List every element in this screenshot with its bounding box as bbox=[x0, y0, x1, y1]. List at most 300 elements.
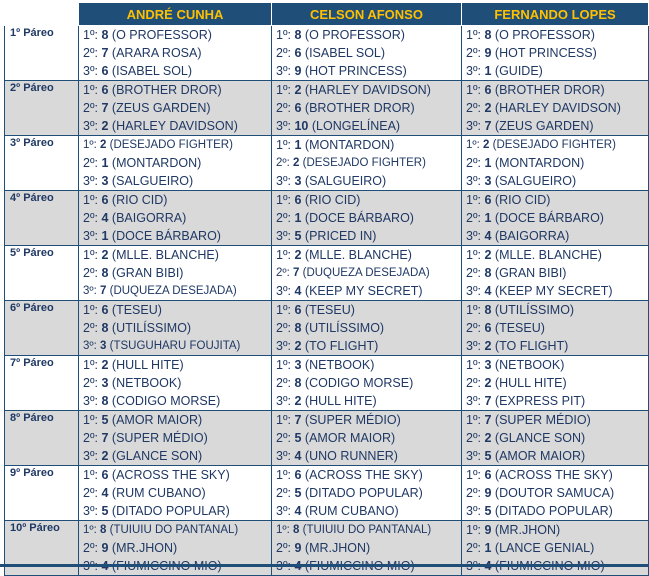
horse-name: (DOUTOR SAMUCA) bbox=[494, 486, 615, 500]
place-label: 1º: bbox=[83, 139, 97, 151]
horse-name: (MONTARDON) bbox=[304, 138, 395, 152]
horse-name: (SALGUEIRO) bbox=[111, 174, 194, 188]
place-label: 1º: bbox=[276, 83, 291, 97]
horse-number: 5 bbox=[484, 449, 492, 463]
place-label: 2º: bbox=[466, 156, 481, 170]
horse-number: 9 bbox=[294, 64, 302, 78]
horse-name: (SALGUEIRO) bbox=[304, 174, 387, 188]
horse-number: 2 bbox=[294, 339, 302, 353]
place-label: 3º: bbox=[276, 339, 291, 353]
place-label: 1º: bbox=[83, 468, 98, 482]
place-label: 3º: bbox=[276, 119, 291, 133]
place-label: 1º: bbox=[83, 358, 98, 372]
horse-number: 6 bbox=[294, 303, 302, 317]
horse-number: 5 bbox=[294, 431, 302, 445]
horse-number: 6 bbox=[294, 468, 302, 482]
place-label: 2º: bbox=[466, 541, 481, 555]
pick-line bbox=[276, 301, 461, 319]
horse-name: (HARLEY DAVIDSON) bbox=[494, 101, 621, 115]
place-label: 2º: bbox=[466, 321, 481, 335]
horse-number: 8 bbox=[101, 28, 109, 42]
prediction-cell bbox=[79, 136, 272, 191]
place-label: 3º: bbox=[276, 449, 291, 463]
place-label: 3º: bbox=[83, 119, 98, 133]
prediction-cell bbox=[272, 301, 462, 356]
horse-name: (CODIGO MORSE) bbox=[304, 376, 414, 390]
horse-name: (HULL HITE) bbox=[494, 376, 567, 390]
prediction-cell bbox=[462, 191, 649, 246]
pick-line bbox=[466, 26, 648, 44]
horse-name: (UTILÍSSIMO) bbox=[111, 321, 192, 335]
pick-line bbox=[276, 26, 461, 44]
horse-number: 2 bbox=[294, 248, 302, 262]
pick-line bbox=[466, 209, 648, 227]
horse-number: 8 bbox=[484, 266, 492, 280]
place-label: 1º: bbox=[466, 523, 481, 537]
place-label: 3º: bbox=[276, 174, 291, 188]
prediction-cell bbox=[79, 521, 272, 576]
horse-number: 6 bbox=[101, 64, 109, 78]
horse-number: 6 bbox=[484, 83, 492, 97]
place-label: 2º: bbox=[276, 267, 290, 279]
race-row bbox=[5, 411, 649, 466]
place-label: 3º: bbox=[466, 284, 481, 298]
header-corner bbox=[5, 3, 79, 26]
place-label: 2º: bbox=[276, 211, 291, 225]
pick-line bbox=[276, 337, 461, 355]
place-label: 2º: bbox=[276, 46, 291, 60]
horse-number: 1 bbox=[101, 156, 109, 170]
horse-number: 9 bbox=[101, 541, 109, 555]
horse-name: (BROTHER DROR) bbox=[111, 83, 222, 97]
horse-number: 6 bbox=[101, 303, 109, 317]
horse-name: (DITADO POPULAR) bbox=[494, 504, 613, 518]
race-label: 2º Páreo bbox=[5, 81, 79, 136]
horse-number: 9 bbox=[484, 46, 492, 60]
place-label: 2º: bbox=[466, 376, 481, 390]
pick-line bbox=[276, 374, 461, 392]
horse-name: (ZEUS GARDEN) bbox=[111, 101, 211, 115]
pick-line bbox=[83, 301, 271, 319]
pick-line bbox=[466, 337, 648, 355]
pick-line bbox=[276, 484, 461, 502]
horse-number: 8 bbox=[484, 303, 492, 317]
horse-name: (AMOR MAIOR) bbox=[111, 413, 203, 427]
horse-number: 2 bbox=[101, 248, 109, 262]
place-label: 2º: bbox=[83, 211, 98, 225]
horse-name: (GRAN BIBI) bbox=[111, 266, 184, 280]
horse-number: 10 bbox=[294, 119, 309, 133]
horse-number: 6 bbox=[294, 46, 302, 60]
place-label: 1º: bbox=[466, 83, 481, 97]
pick-line bbox=[276, 209, 461, 227]
horse-number: 3 bbox=[484, 358, 492, 372]
horse-number: 6 bbox=[484, 468, 492, 482]
place-label: 2º: bbox=[276, 101, 291, 115]
horse-number: 2 bbox=[101, 119, 109, 133]
place-label: 3º: bbox=[83, 504, 98, 518]
place-label: 3º: bbox=[466, 229, 481, 243]
prediction-cell bbox=[272, 26, 462, 81]
horse-name: (ACROSS THE SKY) bbox=[494, 468, 613, 482]
horse-number: 7 bbox=[293, 267, 300, 279]
race-label: 9º Páreo bbox=[5, 466, 79, 521]
prediction-cell bbox=[272, 411, 462, 466]
pick-line bbox=[83, 282, 271, 300]
horse-number: 4 bbox=[101, 211, 109, 225]
pick-line bbox=[466, 301, 648, 319]
horse-number: 4 bbox=[484, 284, 492, 298]
horse-name: (TESEU) bbox=[304, 303, 355, 317]
race-row bbox=[5, 301, 649, 356]
horse-number: 7 bbox=[101, 46, 109, 60]
horse-number: 2 bbox=[484, 101, 492, 115]
race-label: 3º Páreo bbox=[5, 136, 79, 191]
place-label: 1º: bbox=[276, 28, 291, 42]
place-label: 2º: bbox=[466, 266, 481, 280]
horse-name: (DESEJADO FIGHTER) bbox=[492, 139, 616, 151]
place-label: 3º: bbox=[466, 504, 481, 518]
place-label: 3º: bbox=[466, 449, 481, 463]
horse-number: 5 bbox=[294, 229, 302, 243]
race-row bbox=[5, 191, 649, 246]
horse-number: 6 bbox=[484, 193, 492, 207]
header-fernando-lopes: FERNANDO LOPES bbox=[462, 3, 649, 26]
horse-name: (AMOR MAIOR) bbox=[494, 449, 586, 463]
horse-number: 8 bbox=[293, 524, 300, 536]
horse-number: 3 bbox=[484, 174, 492, 188]
horse-number: 2 bbox=[100, 139, 107, 151]
pick-line bbox=[466, 99, 648, 117]
pick-line bbox=[466, 62, 648, 80]
horse-number: 4 bbox=[101, 486, 109, 500]
horse-number: 3 bbox=[101, 174, 109, 188]
pick-line bbox=[276, 466, 461, 484]
horse-name: (AMOR MAIOR) bbox=[304, 431, 396, 445]
place-label: 3º: bbox=[466, 64, 481, 78]
horse-number: 6 bbox=[101, 83, 109, 97]
horse-name: (DESEJADO FIGHTER) bbox=[302, 157, 426, 169]
horse-name: (HARLEY DAVIDSON) bbox=[111, 119, 238, 133]
prediction-cell bbox=[462, 356, 649, 411]
prediction-cell bbox=[462, 246, 649, 301]
pick-line bbox=[466, 447, 648, 465]
horse-number: 8 bbox=[294, 376, 302, 390]
pick-line bbox=[83, 117, 271, 135]
horse-name: (O PROFESSOR) bbox=[304, 28, 405, 42]
pick-line bbox=[466, 136, 648, 154]
place-label: 2º: bbox=[83, 486, 98, 500]
place-label: 3º: bbox=[276, 64, 291, 78]
horse-name: (GUIDE) bbox=[494, 64, 543, 78]
horse-name: (MR.JHON) bbox=[494, 523, 561, 537]
horse-number: 1 bbox=[484, 156, 492, 170]
place-label: 3º: bbox=[83, 229, 98, 243]
place-label: 3º: bbox=[466, 394, 481, 408]
pick-line bbox=[276, 191, 461, 209]
race-label: 1º Páreo bbox=[5, 26, 79, 81]
horse-number: 7 bbox=[100, 285, 107, 297]
race-row bbox=[5, 246, 649, 301]
horse-name: (ACROSS THE SKY) bbox=[304, 468, 423, 482]
horse-number: 2 bbox=[484, 248, 492, 262]
horse-name: (HULL HITE) bbox=[111, 358, 184, 372]
horse-name: (SALGUEIRO) bbox=[494, 174, 577, 188]
horse-number: 1 bbox=[484, 211, 492, 225]
horse-number: 2 bbox=[101, 449, 109, 463]
horse-name: (HOT PRINCESS) bbox=[304, 64, 407, 78]
horse-number: 8 bbox=[101, 321, 109, 335]
pick-line bbox=[276, 44, 461, 62]
horse-name: (CODIGO MORSE) bbox=[111, 394, 221, 408]
horse-number: 4 bbox=[294, 449, 302, 463]
horse-name: (MLLE. BLANCHE) bbox=[111, 248, 219, 262]
race-row bbox=[5, 136, 649, 191]
place-label: 3º: bbox=[276, 504, 291, 518]
horse-number: 8 bbox=[294, 321, 302, 335]
horse-name: (SUPER MÉDIO) bbox=[494, 413, 591, 427]
place-label: 1º: bbox=[276, 468, 291, 482]
prediction-cell bbox=[79, 246, 272, 301]
horse-number: 2 bbox=[101, 358, 109, 372]
horse-number: 6 bbox=[294, 101, 302, 115]
horse-name: (TSUGUHARU FOUJITA) bbox=[109, 340, 241, 352]
prediction-cell bbox=[79, 26, 272, 81]
horse-name: (GLANCE SON) bbox=[494, 431, 586, 445]
horse-name: (RUM CUBANO) bbox=[304, 504, 399, 518]
pick-line bbox=[83, 81, 271, 99]
horse-name: (EXPRESS PIT) bbox=[494, 394, 586, 408]
horse-number: 3 bbox=[294, 358, 302, 372]
place-label: 2º: bbox=[83, 376, 98, 390]
pick-line bbox=[466, 466, 648, 484]
pick-line bbox=[276, 136, 461, 154]
prediction-cell bbox=[79, 191, 272, 246]
horse-number: 8 bbox=[101, 266, 109, 280]
pick-line bbox=[276, 356, 461, 374]
horse-number: 4 bbox=[484, 229, 492, 243]
place-label: 1º: bbox=[276, 138, 291, 152]
pick-line bbox=[466, 374, 648, 392]
place-label: 3º: bbox=[276, 284, 291, 298]
pick-line bbox=[466, 264, 648, 282]
horse-name: (ISABEL SOL) bbox=[304, 46, 386, 60]
pick-line bbox=[83, 374, 271, 392]
pick-line bbox=[83, 99, 271, 117]
horse-name: (UTILÍSSIMO) bbox=[304, 321, 385, 335]
horse-number: 2 bbox=[484, 431, 492, 445]
pick-line bbox=[466, 319, 648, 337]
prediction-cell bbox=[462, 466, 649, 521]
race-label: 4º Páreo bbox=[5, 191, 79, 246]
horse-name: (ARARA ROSA) bbox=[111, 46, 202, 60]
horse-name: (LANCE GENIAL) bbox=[494, 541, 595, 555]
place-label: 3º: bbox=[83, 285, 97, 297]
horse-number: 1 bbox=[294, 138, 302, 152]
place-label: 2º: bbox=[276, 157, 290, 169]
horse-number: 8 bbox=[294, 28, 302, 42]
horse-number: 1 bbox=[484, 541, 492, 555]
prediction-cell bbox=[462, 521, 649, 576]
place-label: 2º: bbox=[466, 101, 481, 115]
place-label: 1º: bbox=[276, 193, 291, 207]
prediction-cell bbox=[272, 521, 462, 576]
prediction-cell bbox=[272, 81, 462, 136]
place-label: 2º: bbox=[83, 541, 98, 555]
pick-line bbox=[466, 117, 648, 135]
horse-number: 5 bbox=[101, 413, 109, 427]
pick-line bbox=[83, 521, 271, 539]
horse-name: (UTILÍSSIMO) bbox=[494, 303, 575, 317]
pick-line bbox=[83, 209, 271, 227]
pick-line bbox=[466, 246, 648, 264]
race-row bbox=[5, 521, 649, 576]
horse-number: 7 bbox=[484, 413, 492, 427]
pick-line bbox=[83, 356, 271, 374]
horse-name: (MONTARDON) bbox=[111, 156, 202, 170]
race-label: 8º Páreo bbox=[5, 411, 79, 466]
pick-line bbox=[83, 539, 271, 557]
pick-line bbox=[276, 264, 461, 282]
pick-line bbox=[83, 484, 271, 502]
horse-name: (NETBOOK) bbox=[304, 358, 375, 372]
place-label: 2º: bbox=[83, 101, 98, 115]
pick-line bbox=[466, 392, 648, 410]
horse-number: 5 bbox=[294, 486, 302, 500]
horse-number: 2 bbox=[294, 394, 302, 408]
place-label: 2º: bbox=[276, 321, 291, 335]
race-label: 10º Páreo bbox=[5, 521, 79, 576]
place-label: 1º: bbox=[466, 28, 481, 42]
place-label: 3º: bbox=[83, 340, 97, 352]
horse-name: (O PROFESSOR) bbox=[494, 28, 595, 42]
horse-name: (DOCE BÁRBARO) bbox=[111, 229, 221, 243]
horse-name: (DUQUEZA DESEJADA) bbox=[302, 267, 430, 279]
pick-line bbox=[83, 227, 271, 245]
horse-number: 6 bbox=[101, 468, 109, 482]
horse-name: (ISABEL SOL) bbox=[111, 64, 193, 78]
horse-name: (HOT PRINCESS) bbox=[494, 46, 597, 60]
prediction-cell bbox=[272, 191, 462, 246]
prediction-cell bbox=[79, 411, 272, 466]
place-label: 2º: bbox=[466, 46, 481, 60]
place-label: 1º: bbox=[83, 83, 98, 97]
pick-line bbox=[276, 99, 461, 117]
horse-number: 2 bbox=[484, 339, 492, 353]
header-celson-afonso: CELSON AFONSO bbox=[272, 3, 462, 26]
horse-name: (TESEU) bbox=[111, 303, 162, 317]
pick-line bbox=[276, 172, 461, 190]
horse-name: (DUQUEZA DESEJADA) bbox=[109, 285, 237, 297]
place-label: 2º: bbox=[466, 431, 481, 445]
place-label: 3º: bbox=[83, 394, 98, 408]
pick-line bbox=[83, 246, 271, 264]
pick-line bbox=[83, 429, 271, 447]
pick-line bbox=[466, 429, 648, 447]
horse-number: 7 bbox=[101, 431, 109, 445]
race-label: 5º Páreo bbox=[5, 246, 79, 301]
place-label: 1º: bbox=[83, 28, 98, 42]
horse-name: (MR.JHON) bbox=[304, 541, 371, 555]
pick-line bbox=[276, 282, 461, 300]
place-label: 1º: bbox=[466, 303, 481, 317]
horse-name: (TO FLIGHT) bbox=[494, 339, 569, 353]
horse-name: (LONGELÍNEA) bbox=[311, 119, 401, 133]
prediction-cell bbox=[272, 246, 462, 301]
horse-number: 2 bbox=[294, 83, 302, 97]
horse-name: (HULL HITE) bbox=[304, 394, 377, 408]
pick-line bbox=[83, 447, 271, 465]
place-label: 2º: bbox=[276, 431, 291, 445]
place-label: 3º: bbox=[83, 64, 98, 78]
pick-line bbox=[276, 81, 461, 99]
horse-name: (ZEUS GARDEN) bbox=[494, 119, 594, 133]
horse-number: 9 bbox=[484, 523, 492, 537]
pick-line bbox=[466, 81, 648, 99]
race-row bbox=[5, 26, 649, 81]
pick-line bbox=[466, 521, 648, 539]
horse-number: 2 bbox=[484, 376, 492, 390]
horse-number: 9 bbox=[294, 541, 302, 555]
horse-name: (MLLE. BLANCHE) bbox=[494, 248, 602, 262]
place-label: 1º: bbox=[83, 524, 97, 536]
place-label: 3º: bbox=[83, 449, 98, 463]
place-label: 3º: bbox=[276, 394, 291, 408]
horse-name: (BAIGORRA) bbox=[494, 229, 570, 243]
horse-name: (RIO CID) bbox=[304, 193, 361, 207]
place-label: 1º: bbox=[466, 468, 481, 482]
horse-name: (RIO CID) bbox=[111, 193, 168, 207]
pick-line bbox=[466, 44, 648, 62]
place-label: 2º: bbox=[83, 46, 98, 60]
pick-line bbox=[276, 246, 461, 264]
place-label: 2º: bbox=[83, 431, 98, 445]
horse-name: (DITADO POPULAR) bbox=[304, 486, 423, 500]
horse-number: 1 bbox=[294, 211, 302, 225]
pick-line bbox=[83, 319, 271, 337]
horse-name: (TUIUIU DO PANTANAL) bbox=[109, 524, 239, 536]
horse-number: 6 bbox=[101, 193, 109, 207]
place-label: 2º: bbox=[83, 321, 98, 335]
horse-number: 7 bbox=[101, 101, 109, 115]
horse-number: 3 bbox=[100, 340, 107, 352]
horse-name: (ACROSS THE SKY) bbox=[111, 468, 230, 482]
pick-line bbox=[466, 172, 648, 190]
pick-line bbox=[466, 154, 648, 172]
horse-name: (DITADO POPULAR) bbox=[111, 504, 230, 518]
prediction-cell bbox=[462, 301, 649, 356]
pick-line bbox=[83, 26, 271, 44]
place-label: 1º: bbox=[83, 413, 98, 427]
horse-name: (NETBOOK) bbox=[111, 376, 182, 390]
pick-line bbox=[83, 154, 271, 172]
horse-name: (BROTHER DROR) bbox=[494, 83, 605, 97]
place-label: 1º: bbox=[276, 248, 291, 262]
race-row bbox=[5, 466, 649, 521]
prediction-cell bbox=[79, 81, 272, 136]
pick-line bbox=[466, 356, 648, 374]
horse-name: (KEEP MY SECRET) bbox=[494, 284, 613, 298]
horse-name: (O PROFESSOR) bbox=[111, 28, 212, 42]
horse-name: (BAIGORRA) bbox=[111, 211, 187, 225]
horse-number: 3 bbox=[101, 376, 109, 390]
pick-line bbox=[83, 502, 271, 520]
pick-line bbox=[83, 62, 271, 80]
place-label: 3º: bbox=[466, 339, 481, 353]
pick-line bbox=[276, 502, 461, 520]
horse-name: (MR.JHON) bbox=[111, 541, 178, 555]
pick-line bbox=[466, 502, 648, 520]
